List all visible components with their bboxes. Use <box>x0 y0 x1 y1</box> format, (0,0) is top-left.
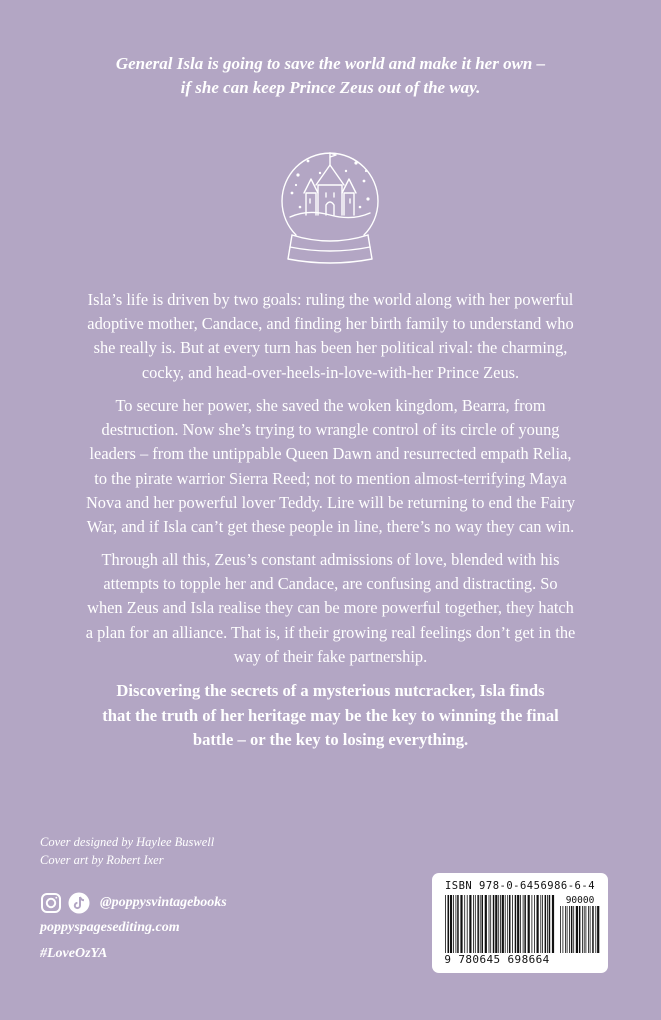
social-handle[interactable]: @poppysvintagebooks <box>100 895 227 910</box>
barcode-bar <box>586 906 587 953</box>
blurb-line: way of their fake partnership. <box>233 646 428 666</box>
isbn-label: ISBN 978-0-6456986-6-4 <box>444 880 596 892</box>
barcode-bar <box>489 895 490 953</box>
instagram-icon[interactable] <box>40 892 62 914</box>
barcode-bar <box>515 895 517 953</box>
cover-designer-credit: Cover designed by Haylee Buswell <box>40 835 215 849</box>
barcode-bar <box>460 895 462 953</box>
barcode-bar <box>464 895 465 953</box>
barcode-bar <box>552 895 554 953</box>
tagline-line-2: if she can keep Prince Zeus out of the way. <box>180 78 481 97</box>
barcode-bar <box>469 895 471 953</box>
barcode-bar <box>573 906 574 953</box>
barcode-bars <box>444 895 556 953</box>
barcode-bar <box>584 906 585 953</box>
barcode-bar <box>467 895 468 953</box>
barcode-bar <box>482 895 484 953</box>
ean-digits: 9 780645 698664 <box>444 953 550 966</box>
barcode-bar <box>534 895 535 953</box>
barcode-bar <box>500 895 501 953</box>
blurb-paragraph-2 <box>34 394 627 539</box>
social-row <box>40 892 227 914</box>
barcode-bar <box>498 895 499 953</box>
barcode-bar <box>475 895 476 953</box>
barcode-bar <box>528 895 530 953</box>
tiktok-icon[interactable] <box>68 892 90 914</box>
tagline-line-1: General Isla is going to save the world and make it her own – <box>115 54 546 73</box>
barcode-bar <box>540 895 541 953</box>
blurb-line: to the pirate warrior Sierra Reed; not to mention almost-terrifying Maya <box>94 468 567 488</box>
isbn-barcode <box>432 873 608 973</box>
barcode-bar <box>571 906 573 953</box>
blurb-line: leaders – from the untippable Queen Dawn and resurrected empath Relia, <box>89 444 572 464</box>
barcode-bar <box>579 906 581 953</box>
blurb-line: cocky, and head-over-heels-in-love-with-her Prince Zeus. <box>141 362 520 382</box>
barcode-bar <box>595 906 596 953</box>
barcode-bar <box>560 906 561 953</box>
blurb-closing-bold <box>34 679 627 753</box>
barcode-bar <box>480 895 481 953</box>
barcode-bar <box>517 895 519 953</box>
blurb-line: To secure her power, she saved the woken kingdom, Bearra, from <box>115 396 546 415</box>
barcode-bar <box>445 895 446 953</box>
addon-number: 90000 <box>565 895 595 906</box>
blurb-paragraph-3 <box>34 548 627 669</box>
cover-art-credit: Cover art by Robert Ixer <box>40 853 164 867</box>
barcode-bar <box>582 906 583 953</box>
blurb-line: Isla’s life is driven by two goals: ruling the world along with her powerful <box>87 290 574 309</box>
blurb-line: Nova and her powerful lover Teddy. Lire will be returning to end the Fairy <box>85 492 576 512</box>
barcode-bar <box>597 906 599 953</box>
barcode-bar <box>590 906 591 953</box>
barcode-bar <box>450 895 452 953</box>
blurb-line: Through all this, Zeus’s constant admissions of love, blended with his <box>101 550 560 569</box>
barcode-bar <box>520 895 521 953</box>
barcode-bar <box>523 895 524 953</box>
blurb-line: battle – or the key to losing everything. <box>192 730 469 749</box>
addon-barcode-bars <box>559 906 601 953</box>
barcode-bar <box>563 906 564 953</box>
barcode-bar <box>542 895 543 953</box>
barcode-bar <box>524 895 526 953</box>
barcode-bar <box>477 895 479 953</box>
barcode-bar <box>473 895 474 953</box>
barcode-bar <box>493 895 495 953</box>
blurb-line: that the truth of her heritage may be the key to winning the final <box>102 705 559 725</box>
barcode-bar <box>567 906 568 953</box>
barcode-bar <box>512 895 513 953</box>
barcode-bar <box>505 895 506 953</box>
barcode-bar <box>592 906 594 953</box>
barcode-bar <box>532 895 533 953</box>
barcode-bar <box>537 895 539 953</box>
barcode-bar <box>495 895 497 953</box>
blurb-line: War, and if Isla can’t get these people in line, there’s no way they can win. <box>86 517 575 537</box>
blurb-line: adoptive mother, Candace, and finding her birth family to understand who <box>87 314 574 334</box>
barcode-bar <box>569 906 570 953</box>
blurb-line: attempts to topple her and Candace, are confusing and distracting. So <box>103 574 558 594</box>
barcode-bar <box>453 895 454 953</box>
tagline <box>30 52 631 100</box>
blurb-line: Discovering the secrets of a mysterious nutcracker, Isla finds <box>116 681 545 700</box>
blurb-line: destruction. Now she’s trying to wrangle control of its circle of young <box>101 420 560 440</box>
barcode-bar <box>547 895 548 953</box>
barcode-bar <box>509 895 511 953</box>
barcode-bar <box>507 895 508 953</box>
barcode-bar <box>456 895 457 953</box>
barcode-bar <box>565 906 566 953</box>
barcode-bar <box>545 895 547 953</box>
barcode-bar <box>457 895 459 953</box>
blurb-line: a plan for an alliance. That is, if their growing real feelings don’t get in the <box>85 622 576 642</box>
barcode-bar <box>588 906 589 953</box>
barcode-bar <box>490 895 491 953</box>
hashtag: #LoveOzYA <box>40 946 108 961</box>
cover-credits <box>40 833 214 869</box>
barcode-bar <box>576 906 578 953</box>
website-link[interactable]: poppyspagesediting.com <box>40 920 180 935</box>
barcode-bar <box>485 895 487 953</box>
barcode-bar <box>549 895 551 953</box>
blurb-line: when Zeus and Isla realise they can be more powerful together, they hatch <box>87 598 574 618</box>
barcode-bar <box>448 895 450 953</box>
blurb-line: she really is. But at every turn has been her political rival: the charming, <box>93 338 568 358</box>
snow-globe-castle-icon <box>268 135 392 265</box>
barcode-bar <box>502 895 504 953</box>
blurb-paragraph-1 <box>34 288 627 385</box>
